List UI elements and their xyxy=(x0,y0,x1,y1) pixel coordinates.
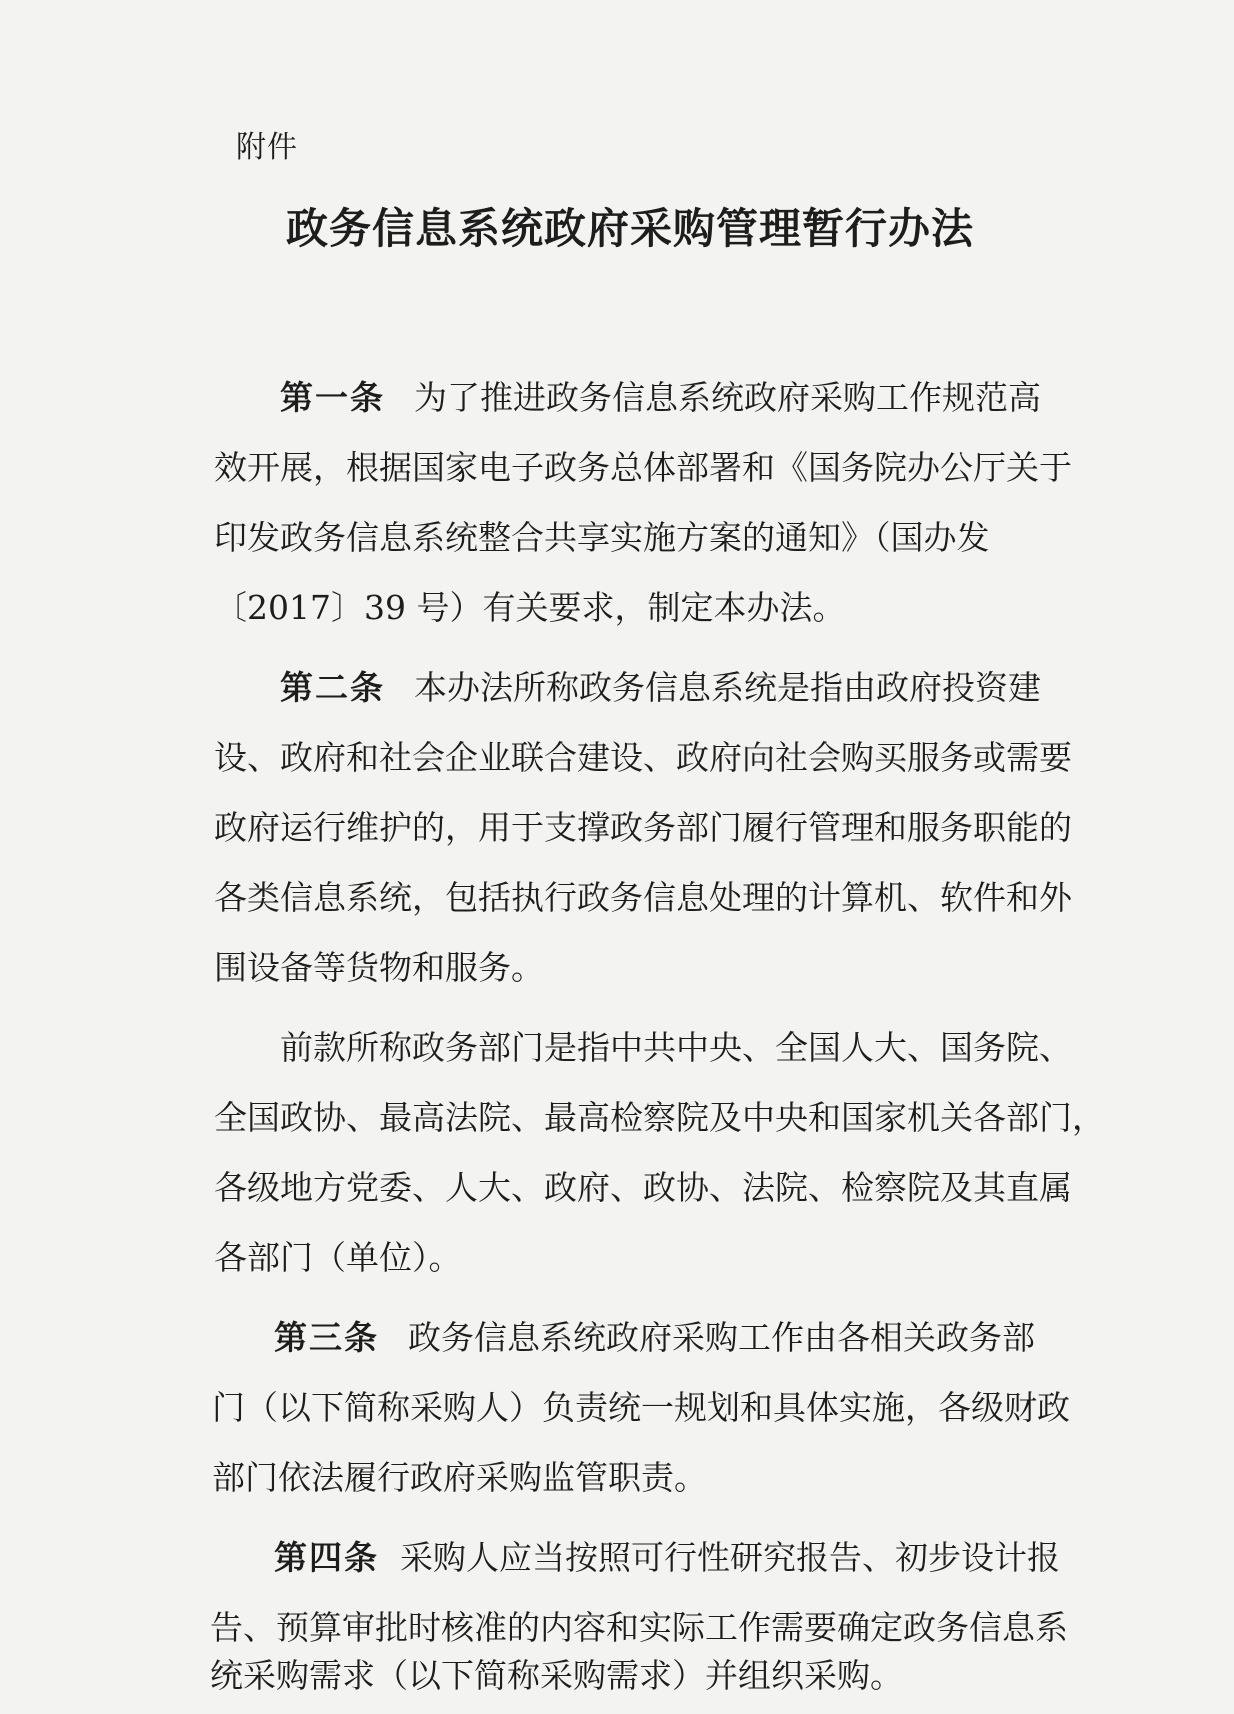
attachment-label: 附件 xyxy=(236,130,298,165)
text-line xyxy=(0,508,1234,568)
text-line xyxy=(0,1308,1234,1368)
text-line xyxy=(0,1448,1234,1508)
article-text: 采购人应当按照可行性研究报告、初步设计报 xyxy=(400,1538,1060,1577)
text-line xyxy=(0,1158,1234,1218)
paragraph-line: 印发政务信息系统整合共享实施方案的通知》（国办发 xyxy=(214,518,990,557)
article-heading: 第四条 xyxy=(274,1538,379,1577)
paragraph-line: 设、政府和社会企业联合建设、政府向社会购买服务或需要 xyxy=(214,738,1072,777)
article-text: 为了推进政务信息系统政府采购工作规范高 xyxy=(414,378,1041,417)
text-line xyxy=(0,798,1234,858)
paragraph-line: 前款所称政务部门是指中共中央、全国人大、国务院、 xyxy=(280,1028,1072,1067)
article-heading: 第一条 xyxy=(280,378,385,417)
paragraph-line: 各部门（单位）。 xyxy=(214,1238,462,1277)
text-line xyxy=(0,1378,1234,1438)
text-line xyxy=(0,868,1234,928)
text-line xyxy=(0,1228,1234,1288)
paragraph-line: 〔2017〕39 号）有关要求，制定本办法。 xyxy=(214,588,846,627)
paragraph-line: 各级地方党委、人大、政府、政协、法院、检察院及其直属 xyxy=(214,1168,1072,1207)
document-title: 政务信息系统政府采购管理暂行办法 xyxy=(285,204,974,253)
article-heading: 第二条 xyxy=(280,668,385,707)
text-line xyxy=(0,578,1234,638)
text-line xyxy=(0,368,1234,428)
article-heading: 第三条 xyxy=(274,1318,379,1357)
paragraph-line: 门（以下简称采购人）负责统一规划和具体实施，各级财政 xyxy=(212,1388,1070,1427)
paragraph-line: 效开展，根据国家电子政务总体部署和《国务院办公厅关于 xyxy=(214,448,1072,487)
text-line xyxy=(0,1088,1234,1148)
paragraph-line: 政府运行维护的，用于支撑政务部门履行管理和服务职能的 xyxy=(214,808,1072,847)
article-text: 本办法所称政务信息系统是指由政府投资建 xyxy=(414,668,1041,707)
paragraph-line: 部门依法履行政府采购监管职责。 xyxy=(212,1458,707,1497)
text-line xyxy=(0,658,1234,718)
paragraph-line: 告、预算审批时核准的内容和实际工作需要确定政务信息系 xyxy=(210,1608,1068,1647)
paragraph-line: 全国政协、最高法院、最高检察院及中央和国家机关各部门， xyxy=(214,1098,1105,1137)
text-line xyxy=(0,1018,1234,1078)
text-line xyxy=(0,1528,1234,1588)
paragraph-line: 统采购需求（以下简称采购需求）并组织采购。 xyxy=(210,1656,903,1695)
text-line xyxy=(0,438,1234,498)
text-line xyxy=(0,1646,1234,1706)
text-line xyxy=(0,728,1234,788)
text-line xyxy=(0,938,1234,998)
article-text: 政务信息系统政府采购工作由各相关政务部 xyxy=(408,1318,1035,1357)
paragraph-line: 各类信息系统，包括执行政务信息处理的计算机、软件和外 xyxy=(214,878,1072,917)
paragraph-line: 围设备等货物和服务。 xyxy=(214,948,544,987)
